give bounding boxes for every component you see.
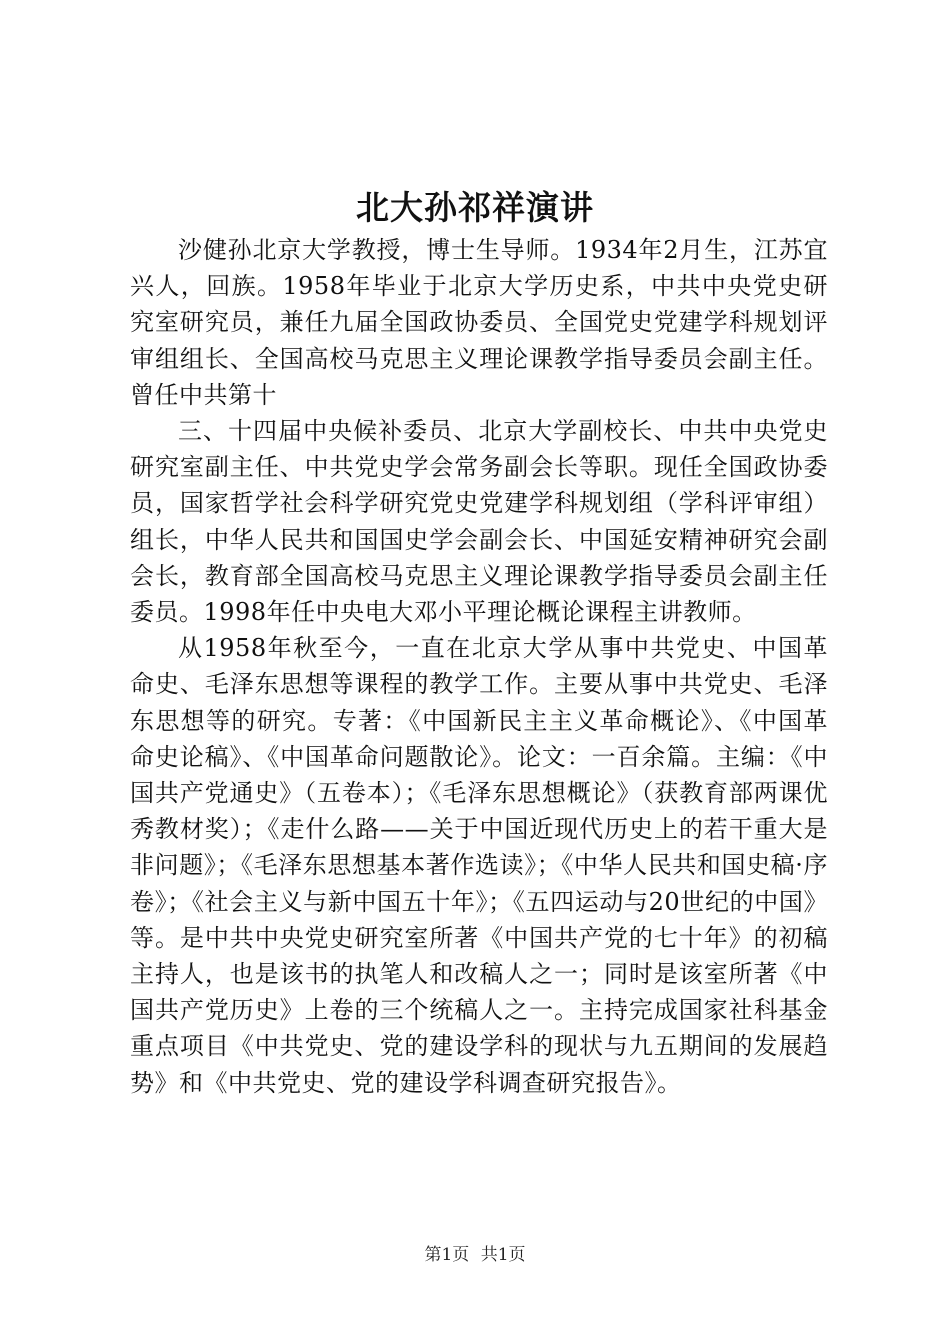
- page-number: 第1页: [424, 1245, 470, 1265]
- page-footer: [0, 1243, 950, 1267]
- document-body: [130, 232, 828, 1101]
- page-total: 共1页: [480, 1245, 526, 1265]
- document-title: 北大孙祁祥演讲: [356, 188, 594, 227]
- paragraph-works: 从1958年秋至今，一直在北京大学从事中共党史、中国革命史、毛泽东思想等课程的教学工作。主要从事中共党史、毛泽东思想等的研究。专著：《中国新民主主义革命概论》、《中国革命史论稿》、《中国革命问题散论》。论文：一百余篇。主编：《中国共产党通史》（五卷本）；《毛泽东思想概论》（获教育部两课优秀教材奖）；《走什么路——关于中国近现代历史上的若干重大是非问题》；《毛泽东思想基本著作选读》；《中华人民共和国史稿·序卷》；《社会主义与新中国五十年》；《五四运动与20世纪的中国》等。是中共中央党史研究室所著《中国共产党的七十年》的初稿主持人，也是该书的执笔人和改稿人之一；同时是该室所著《中国共产党历史》上卷的三个统稿人之一。主持完成国家社科基金重点项目《中共党史、党的建设学科的现状与九五期间的发展趋势》和《中共党史、党的建设学科调查研究报告》。: [130, 634, 828, 1097]
- paragraph-biography: 沙健孙北京大学教授，博士生导师。1934年2月生，江苏宜兴人，回族。1958年毕业于北京大学历史系，中共中央党史研究室研究员，兼任九届全国政协委员、全国党史党建学科规划评审组组长、全国高校马克思主义理论课教学指导委员会副主任。曾任中共第十: [130, 236, 828, 409]
- paragraph-positions: 三、十四届中央候补委员、北京大学副校长、中共中央党史研究室副主任、中共党史学会常务副会长等职。现任全国政协委员，国家哲学社会科学研究党史党建学科规划组（学科评审组）组长，中华人民共和国国史学会副会长、中国延安精神研究会副会长，教育部全国高校马克思主义理论课教学指导委员会副主任委员。1998年任中央电大邓小平理论概论课程主讲教师。: [130, 417, 828, 627]
